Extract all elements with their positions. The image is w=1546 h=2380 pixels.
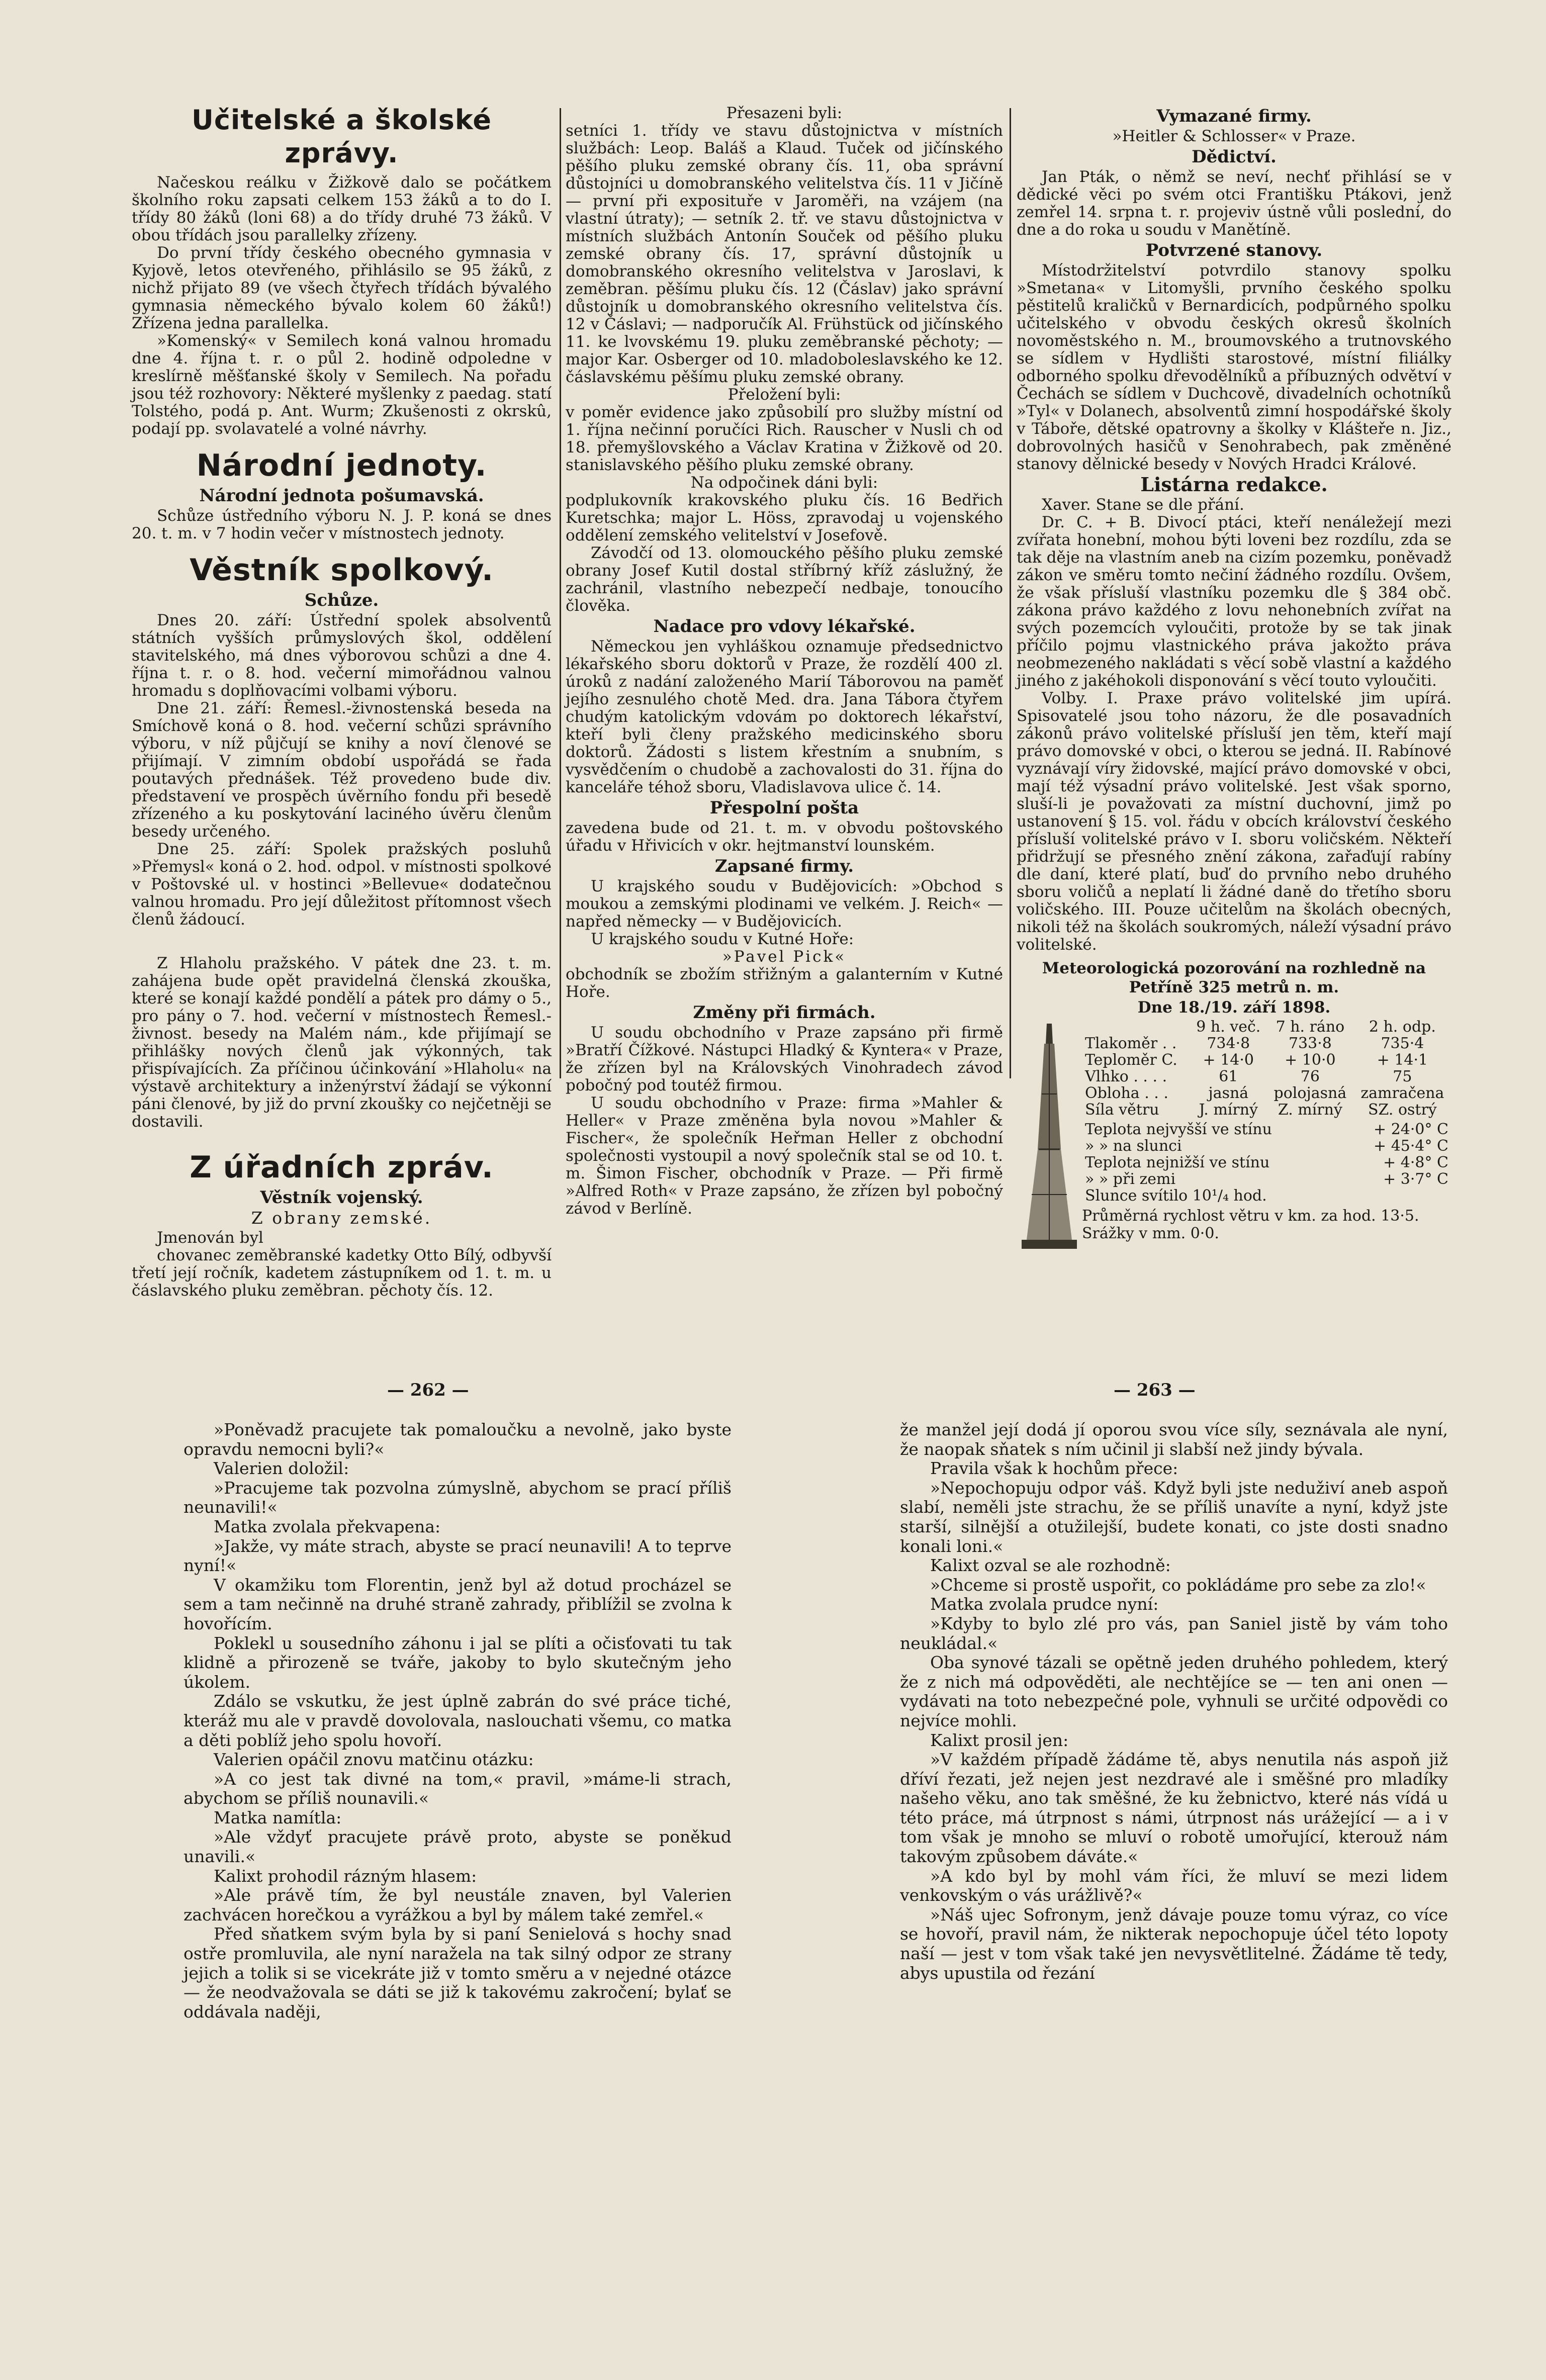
paragraph: U krajského soudu v Kutné Hoře: (591, 930, 854, 948)
paragraph: Na odpočinek dáni byli: (690, 474, 878, 492)
paragraph: Schůze ústředního výboru N. J. P. koná se dnes 20. t. m. v 7 hodin večer v místnostech jednoty. (132, 507, 552, 542)
paragraph: Před sňatkem svým byla by si paní Senielová s hochy snad ostře promluvila, ale nyní naražela na tak silný odpor ze strany jejich a tolik si se vicekráte již v tomto směru a v nejedné otázce — že neodvažovala se dáti se již k takovému zakročení; bylať se oddávala naději, (184, 1924, 732, 2022)
meteo-cell: polojasná (1274, 1084, 1347, 1102)
heading-deleted-firms: Vymazané firmy. (1156, 106, 1312, 126)
paragraph: »Náš ujec Sofronym, jenž dávaje pouze tomu výraz, co více se hovoří, pravil nám, že nikterak nepochopuje účel této lopoty naší — jest v tom však také jen nevysvětlitelné. Žádáme tě tedy, abys upustila od řezání (900, 1904, 1448, 1983)
heading-meteorology: Meteorologická pozorování na rozhledně na Petříně 325 metrů n. m. (1042, 959, 1426, 996)
meteo-extra-value: + 45·4° C (1374, 1137, 1448, 1155)
meteo-cell: Z. mírný (1278, 1101, 1342, 1119)
heading-firm-changes: Změny při firmách. (693, 1002, 876, 1023)
paragraph: »Jakže, vy máte strach, abyste se prací neunavili! A to teprve nyní!« (184, 1536, 732, 1576)
serial-right-column (900, 1420, 1448, 1983)
meteo-cell: 61 (1219, 1068, 1238, 1085)
meteo-extra-label: » » na slunci (1085, 1137, 1182, 1155)
meteo-col-head: 9 h. več. (1196, 1018, 1261, 1036)
paragraph: U soudu obchodního v Praze: firma »Mahler & Heller« v Praze změněna byla novou »Mahler & Fischer«, že společník Heřman Heller z obchodní společnosti vystoupil a nový společník stal se od 10. t. m. Šimon Fischer, obchodník v Praze. — Při firmě »Alfred Roth« v Praze zapsáno, že zřízen byl pobočný závod v Berlíně. (566, 1094, 1003, 1218)
paragraph: Xaver. Stane se dle přání. (1042, 496, 1244, 514)
meteo-cell: + 14·1 (1377, 1051, 1428, 1069)
petrin-tower-illustration (1017, 1024, 1082, 1260)
heading-official-news: Z úřadních zpráv. (190, 1150, 494, 1185)
paragraph: podplukovník krakovského pluku čís. 16 Bedřich Kuretschka; major L. Höss, zpravodaj u vojenského oddělení zemského velitelství v Josefově. (566, 491, 1003, 544)
heading-national-unions: Národní jednoty. (196, 448, 487, 483)
meteo-col-head: 2 h. odp. (1369, 1018, 1436, 1036)
heading-teachers-news: Učitelské a školské zprávy. (191, 104, 492, 169)
meteo-cell: 76 (1300, 1068, 1320, 1085)
paragraph: že manžel její dodá jí oporou svou více síly, seznávala ale nyní, že naopak sňatek s ním učinil ji slabší než jindy bývala. (900, 1420, 1448, 1459)
left-column (132, 101, 552, 1300)
paragraph: »A co jest tak divné na tom,« pravil, »máme-li strach, abychom se příliš nounavili.« (184, 1769, 732, 1808)
heading-rural-post: Přespolní pošta (709, 798, 859, 818)
paragraph: Kalixt ozval se ale rozhodně: (930, 1555, 1171, 1576)
paragraph: »Ale právě tím, že byl neustále znaven, byl Valerien zachvácen horečkou a vyrážkou a byl by málem také zemřel.« (184, 1885, 732, 1925)
paragraph: Načeskou reálku v Žižkově dalo se počátkem školního roku zapsati celkem 153 žáků a to do I. třídy 80 žáků (loni 68) a do třídy druhé 73 žáků. V obou třídách jsou parallelky zřízeny. (132, 173, 552, 244)
meteo-extra-label: Slunce svítilo 10¹/₄ hod. (1085, 1187, 1267, 1205)
paragraph: »Pracujeme tak pozvolna zúmyslně, abychom se prací příliš neunavili!« (184, 1478, 732, 1517)
paragraph: Matka namítla: (214, 1807, 342, 1827)
meteo-rain: Srážky v mm. 0·0. (1082, 1225, 1219, 1242)
meteo-cell: jasná (1208, 1084, 1249, 1102)
meteo-col-head: 7 h. ráno (1276, 1018, 1345, 1036)
meteo-cell: 75 (1393, 1068, 1412, 1085)
paragraph: Dne 25. září: Spolek pražských posluhů »Přemysl« koná o 2. hod. odpol. v místnosti spolkové v Poštovské ul. v hostinci »Bellevue« dodatečnou valnou hromadu. Pro její důležitost přítomnost všech členů žádoucí. (132, 840, 552, 929)
paragraph: v poměr evidence jako způsobilí pro služby místní od 1. října nečinní poručíci Rich. Rauscher v Nusli ch od 18. přemyšlovského a Václav Kratina v Žižkově od 20. stanislavského pěšího pluku zemské obrany. (566, 403, 1003, 474)
paragraph: Závodčí od 13. olomouckého pěšího pluku zemské obrany Josef Kutil dostal stříbrný kříž záslužný, že zachránil, vlastního nebezpečí nedbaje, tonoucího člověka. (566, 544, 1003, 615)
subheading-meetings: Schůze. (304, 590, 379, 610)
meteo-row-label: Síla větru (1085, 1101, 1159, 1119)
page-number-right: — 263 — (1114, 1380, 1196, 1400)
paragraph: Místodržitelství potvrdilo stanovy spolku »Smetana« v Litomyšli, prvního českého spolku pěstitelů kraličků v Bernardicích, podpůrného spolku učitelského v obvodu českých okresů školních novoměstského n. M., broumovského a trutnovského se sídlem v Hydlišti starostové, místní filiálky odborného spolku dřevodělníků a příbuzných odvětví v Čechách se sídlem v Duchcově, divadelních ochotníků »Tyl« v Dolanech, absolventů zimní hospodářské školy v Táboře, dětské opatrovny a školky v Klášteře n. Jiz., dobrovolných hasičů v Senohrabech, pak změněné stanovy dělnické besedy v Nových Hradci Králové. (1017, 261, 1451, 473)
page-number-left: — 262 — (387, 1380, 469, 1400)
paragraph: »Kdyby to bylo zlé pro vás, pan Saniel jistě by vám toho neukládal.« (900, 1613, 1448, 1653)
paragraph: »Nepochopuju odpor váš. Když byli jste neduživí aneb aspoň slabí, neměli jste strachu, že se příliš unavíte a nyní, když jste starší, silnější a otužilejší, budete konati, co jste dosti snadno konali loni.« (900, 1478, 1448, 1556)
paragraph: zavedena bude od 21. t. m. v obvodu poštovského úřadu v Hřivicích v okr. hejtmanství lounském. (566, 819, 1003, 855)
meteo-table (1082, 1019, 1451, 1118)
paragraph: setníci 1. třídy ve stavu důstojnictva v místních službách: Leop. Baláš a Klaud. Tuček od jičínského pěšího pluku zemské obrany čís. 11, oba správní důstojníci u domobranského velitelstva čís. 11 v Jičíně — první při exposituře v Jaroměři, na vzájem (na vlastní útraty); — setník 2. tř. ve stavu důstojnictva v místních službách Antonín Souček od pěšího pluku zemské obrany čís. 17, správní důstojník u domobranského okresního velitelstva v Jaroslavi, k zeměbran. pěšímu pluku čís. 12 (Čáslav) jako správní důstojník u domobranského okresního velitelstva čís. 12 v Čáslavi; — nadporučík Al. Frühstück od jičínského 11. ke lvovskému 19. pluku zeměbranské pěchoty; — major Kar. Osberger od 10. mladoboleslavského ke 12. čáslavskému pěšímu pluku zemské obrany. (566, 122, 1003, 386)
meteo-row-label: Teploměr C. (1085, 1051, 1177, 1069)
paragraph: Z Hlaholu pražského. V pátek dne 23. t. m. zahájena bude opět pravidelná členská zkouška, které se konají každé pondělí a pátek pro dámy o 5., pro pány o 7. hod. večerní v místnostech Řemesl.-živnost. besedy na Malém nám., kde přijímají se přihlášky nových členů jak výkonných, tak přispívajících. Za příčinou účinkování »Hlaholu« na výstavě architektury a inženýrství žádají se výkonní páni členové, by již do první zkoušky co nejčetněji se dostavili. (132, 954, 552, 1131)
heading-approved-statutes: Potvrzené stanovy. (1145, 240, 1323, 260)
paragraph: Jan Pták, o němž se neví, nechť přihlásí se v dědické věci po svém otci Františku Ptákovi, jenž zemřel 14. srpna t. r. projeviv ústně vůli poslední, do dne a do roka u soudu v Manětíně. (1017, 168, 1451, 239)
paragraph: »V každém případě žádáme tě, abys nenutila nás aspoň již dříví řezati, jež nejen jest nezdravé ale i směšné pro mladíky našeho věku, ano tak směšné, že ku žebnictvo, které nás vídá u této práce, má útrpnost s námi, útrpnost nás urážející — a i v tom však je mnoho se mluví o robotě umořující, kterouž nám takovým způsobem dáváte.« (900, 1750, 1448, 1867)
paragraph: Dne 21. září: Řemesl.-živnostenská beseda na Smíchově koná o 8. hod. večerní schůzi správního výboru, v níž půjčují se knihy a noví členové se přijímají. V zimním období uspořádá se řada poutavých přednášek. Též provedeno bude div. představení ve prospěch úvěrního fondu při besedě zřízeného a ku poskytování laciného úvěru členům besedy určeného. (132, 699, 552, 841)
meteo-date: Dne 18./19. září 1898. (1137, 998, 1331, 1017)
paragraph: U krajského soudu v Budějovicích: »Obchod s moukou a zemskými plodinami ve velkém. J. Reich« — napřed německy — v Budějovicích. (566, 877, 1003, 931)
paragraph: V okamžiku tom Florentin, jenž byl až dotud procházel se sem a tam nečinně na druhé straně zahrady, přiblížil se zvolna k hovořícím. (184, 1575, 732, 1633)
serial-left-column (184, 1420, 732, 2022)
paragraph: Dnes 20. září: Ústřední spolek absolventů státních vyšších průmyslových škol, oddělení stavitelského, má dnes výborovou schůzi a dne 4. října t. r. o 8. hod. večerní mimořádnou valnou hromadu s doplňovacími volbami výboru. (132, 611, 552, 700)
paragraph: Poklekl u sousedního záhonu i jal se plíti a očisťovati tu tak klidně a přirozeně se tváře, jakoby to bylo skutečným jeho úkolem. (184, 1633, 732, 1692)
paragraph: »Poněvadž pracujete tak pomaloučku a nevolně, jako byste opravdu nemocni byli?« (184, 1420, 732, 1459)
meteo-extra-value: + 4·8° C (1383, 1154, 1448, 1171)
paragraph: Přeložení byli: (727, 386, 841, 404)
heading-inheritance: Dědictví. (1192, 147, 1277, 167)
paragraph: Kalixt prosil jen: (930, 1730, 1069, 1750)
paragraph: Volby. I. Praxe právo volitelské jim upírá. Spisovatelé jsou toho názoru, že dle posavadních zákonů právo volitelské přísluší jen těm, kteří mají právo domovské v obci, o kterou se jedná. II. Rabínové vyznávají víry židovské, mající právo domovské v obci, mají též výsadní právo volitelské. Jest však sporno, sluší-li je považovati za místní duchovní, jimž po ustanovení § 15. vol. řádu v obcích království českého přísluší volitelské právo v I. sboru voličském. Někteří přidržují se přesného znění zákona, zařaďují rabíny dle daní, které platí, buď do prvního nebo druhého sboru voličů a neplatí li žádné daně do třetího sboru voličského. III. Pouze učitelům na školách obecných, nikoli též na školách soukromých, náleží výsadní právo volitelské. (1017, 689, 1451, 954)
meteo-extra-label: Teplota nejnižší ve stínu (1085, 1154, 1270, 1171)
subheading-posumavska: Národní jednota pošumavská. (199, 486, 484, 506)
paragraph: Matka zvolala prudce nyní: (930, 1594, 1159, 1614)
paragraph: »Heitler & Schlosser« v Praze. (1112, 127, 1356, 145)
meteo-cell: 733·8 (1288, 1035, 1332, 1052)
paragraph: »Chceme si prostě uspořit, co pokládáme pro sebe za zlo!« (930, 1575, 1426, 1595)
paragraph: Zdálo se vskutku, že jest úplně zabrán do své práce tiché, kteráž mu ale v pravdě dovolovala, naslouchati všemu, co matka a děti poblíž jeho spolu hovoří. (184, 1691, 732, 1750)
meteo-cell: zamračena (1360, 1084, 1444, 1102)
paragraph: Valerien opáčil znovu matčinu otázku: (214, 1750, 534, 1770)
paragraph: »Pavel Pick« (722, 948, 847, 966)
meteo-extra-label: » » při zemi (1085, 1170, 1176, 1188)
meteo-cell: 735·4 (1381, 1035, 1424, 1052)
heading-widows-fund: Nadace pro vdovy lékařské. (653, 616, 916, 636)
meteo-cell: SZ. ostrý (1368, 1101, 1437, 1119)
paragraph: obchodník se zbožím střižným a galanterním v Kutné Hoře. (566, 965, 1003, 1001)
paragraph: »Ale vždyť pracujete právě proto, abyste se poněkud unavili.« (184, 1827, 732, 1867)
meteo-cell: J. mírný (1199, 1101, 1258, 1119)
meteo-extra-value: + 24·0° C (1374, 1121, 1448, 1138)
column-rule (1010, 108, 1011, 1078)
paragraph: Do první třídy českého obecného gymnasia v Kyjově, letos otevřeného, přihlásilo se 95 žáků, z nichž přijato 89 (ve všech čtyřech třídách bývalého gymnasia německého bývalo kolem 60 žáků!) Zřízena jedna parallelka. (132, 244, 552, 332)
meteo-extra-label: Teplota nejvyšší ve stínu (1085, 1121, 1272, 1138)
right-column (1017, 105, 1451, 1280)
heading-editors-letters: Listárna redakce. (1140, 473, 1328, 496)
paragraph: Matka zvolala překvapena: (214, 1516, 441, 1536)
paragraph: chovanec zeměbranské kadetky Otto Bílý, odbyvší třetí její ročník, kadetem zástupníkem od 1. t. m. u čáslavského pluku zeměbran. pěchoty čís. 12. (132, 1246, 552, 1300)
subheading-defence: Z obrany zemské. (251, 1208, 432, 1228)
meteo-cell: + 10·0 (1285, 1051, 1336, 1069)
paragraph: Německou jen vyhláškou oznamuje předsednictvo lékařského sboru doktorů v Praze, že rozdělí 400 zl. úroků z nadání založeného Marií Táborovou na paměť jejího zesnulého chotě Med. dra. Jana Tábora čtyřem chudým katolickým vdovám po doktorech lékařství, kteří byli členy pražského medicinského sboru doktorů. Žádosti s listem křestním a snubním, s vysvědčením o chudobě a zachovalosti do 31. října do kanceláře téhož sboru, Vladislavova ulice č. 14. (566, 637, 1003, 796)
paragraph: Přesazeni byli: (726, 104, 843, 122)
paragraph: Dr. C. + B. Divocí ptáci, kteří nenáležejí mezi zvířata honební, mohou býti loveni bez rozdílu, zda se tak děje na vlastním aneb na cizím pozemku, poněvadž zákon ve směru tomto nečiní žádného rozdílu. Ovšem, že však přísluší vlastníku pozemku dle § 384 obč. zákona právo každého z lovu nehonebních zvířat na svých pozemcích vyloučiti, protože by se tak jinak příčilo pojmu vlastnického práva jakožto práva neobmezeného nakládati s věcí sobě vlastní a každého jiného z jakéhokoli disponování s věcí touto vyloučiti. (1017, 513, 1451, 690)
paragraph: Jmenován byl (157, 1229, 263, 1247)
paragraph: Kalixt prohodil rázným hlasem: (214, 1866, 477, 1886)
meteo-wind: Průměrná rychlost větru v km. za hod. 13·5. (1082, 1207, 1419, 1225)
subheading-military: Věstník vojenský. (260, 1187, 423, 1208)
paragraph: Valerien doložil: (214, 1458, 349, 1479)
column-rule (560, 108, 561, 1078)
paragraph: »A kdo byl by mohl vám říci, že mluví se mezi lidem venkovským o vás urážlivě?« (900, 1866, 1448, 1905)
meteo-extra-value (1342, 1187, 1451, 1204)
meteo-cell: + 14·0 (1203, 1051, 1254, 1069)
paragraph: Pravila však k hochům přece: (930, 1458, 1178, 1479)
paragraph: »Komenský« v Semilech koná valnou hromadu dne 4. října t. r. o půl 2. hodině odpoledne v kreslírně měšťanské školy v Semilech. Na pořadu jsou též rozhovory: Některé myšlenky z paedag. statí Tolstého, podá p. Ant. Wurm; Zkušenosti z okrskû, podají pp. svolavatelé a volné návrhy. (132, 332, 552, 438)
heading-club-bulletin: Věstník spolkový. (190, 553, 494, 588)
meteo-row-label: Tlakoměr . . (1085, 1035, 1177, 1052)
meteo-row-label: Vlhko . . . . (1085, 1068, 1167, 1085)
middle-column (566, 105, 1003, 1218)
meteo-extra-table (1082, 1121, 1451, 1204)
meteo-row-label: Obloha . . . (1085, 1084, 1168, 1102)
heading-registered-firms: Zapsané firmy. (714, 856, 854, 876)
meteo-block (1017, 1019, 1451, 1280)
paragraph: U soudu obchodního v Praze zapsáno při firmě »Bratří Čížkové. Nástupci Hladký & Kyntera« v Praze, že zřízen byl na Královských Vinohradech závod pobočný pod toutéž firmou. (566, 1024, 1003, 1094)
meteo-cell: 734·8 (1207, 1035, 1250, 1052)
meteo-extra-value: + 3·7° C (1383, 1170, 1448, 1188)
paragraph: Oba synové tázali se opětně jeden druhého pohledem, který že z nich má odpověděti, ale nechtějíce se — ten ani onen — vydávati na toto nebezpečné pole, vyhnuli se určité odpovědi co nejvíce mohli. (900, 1653, 1448, 1730)
